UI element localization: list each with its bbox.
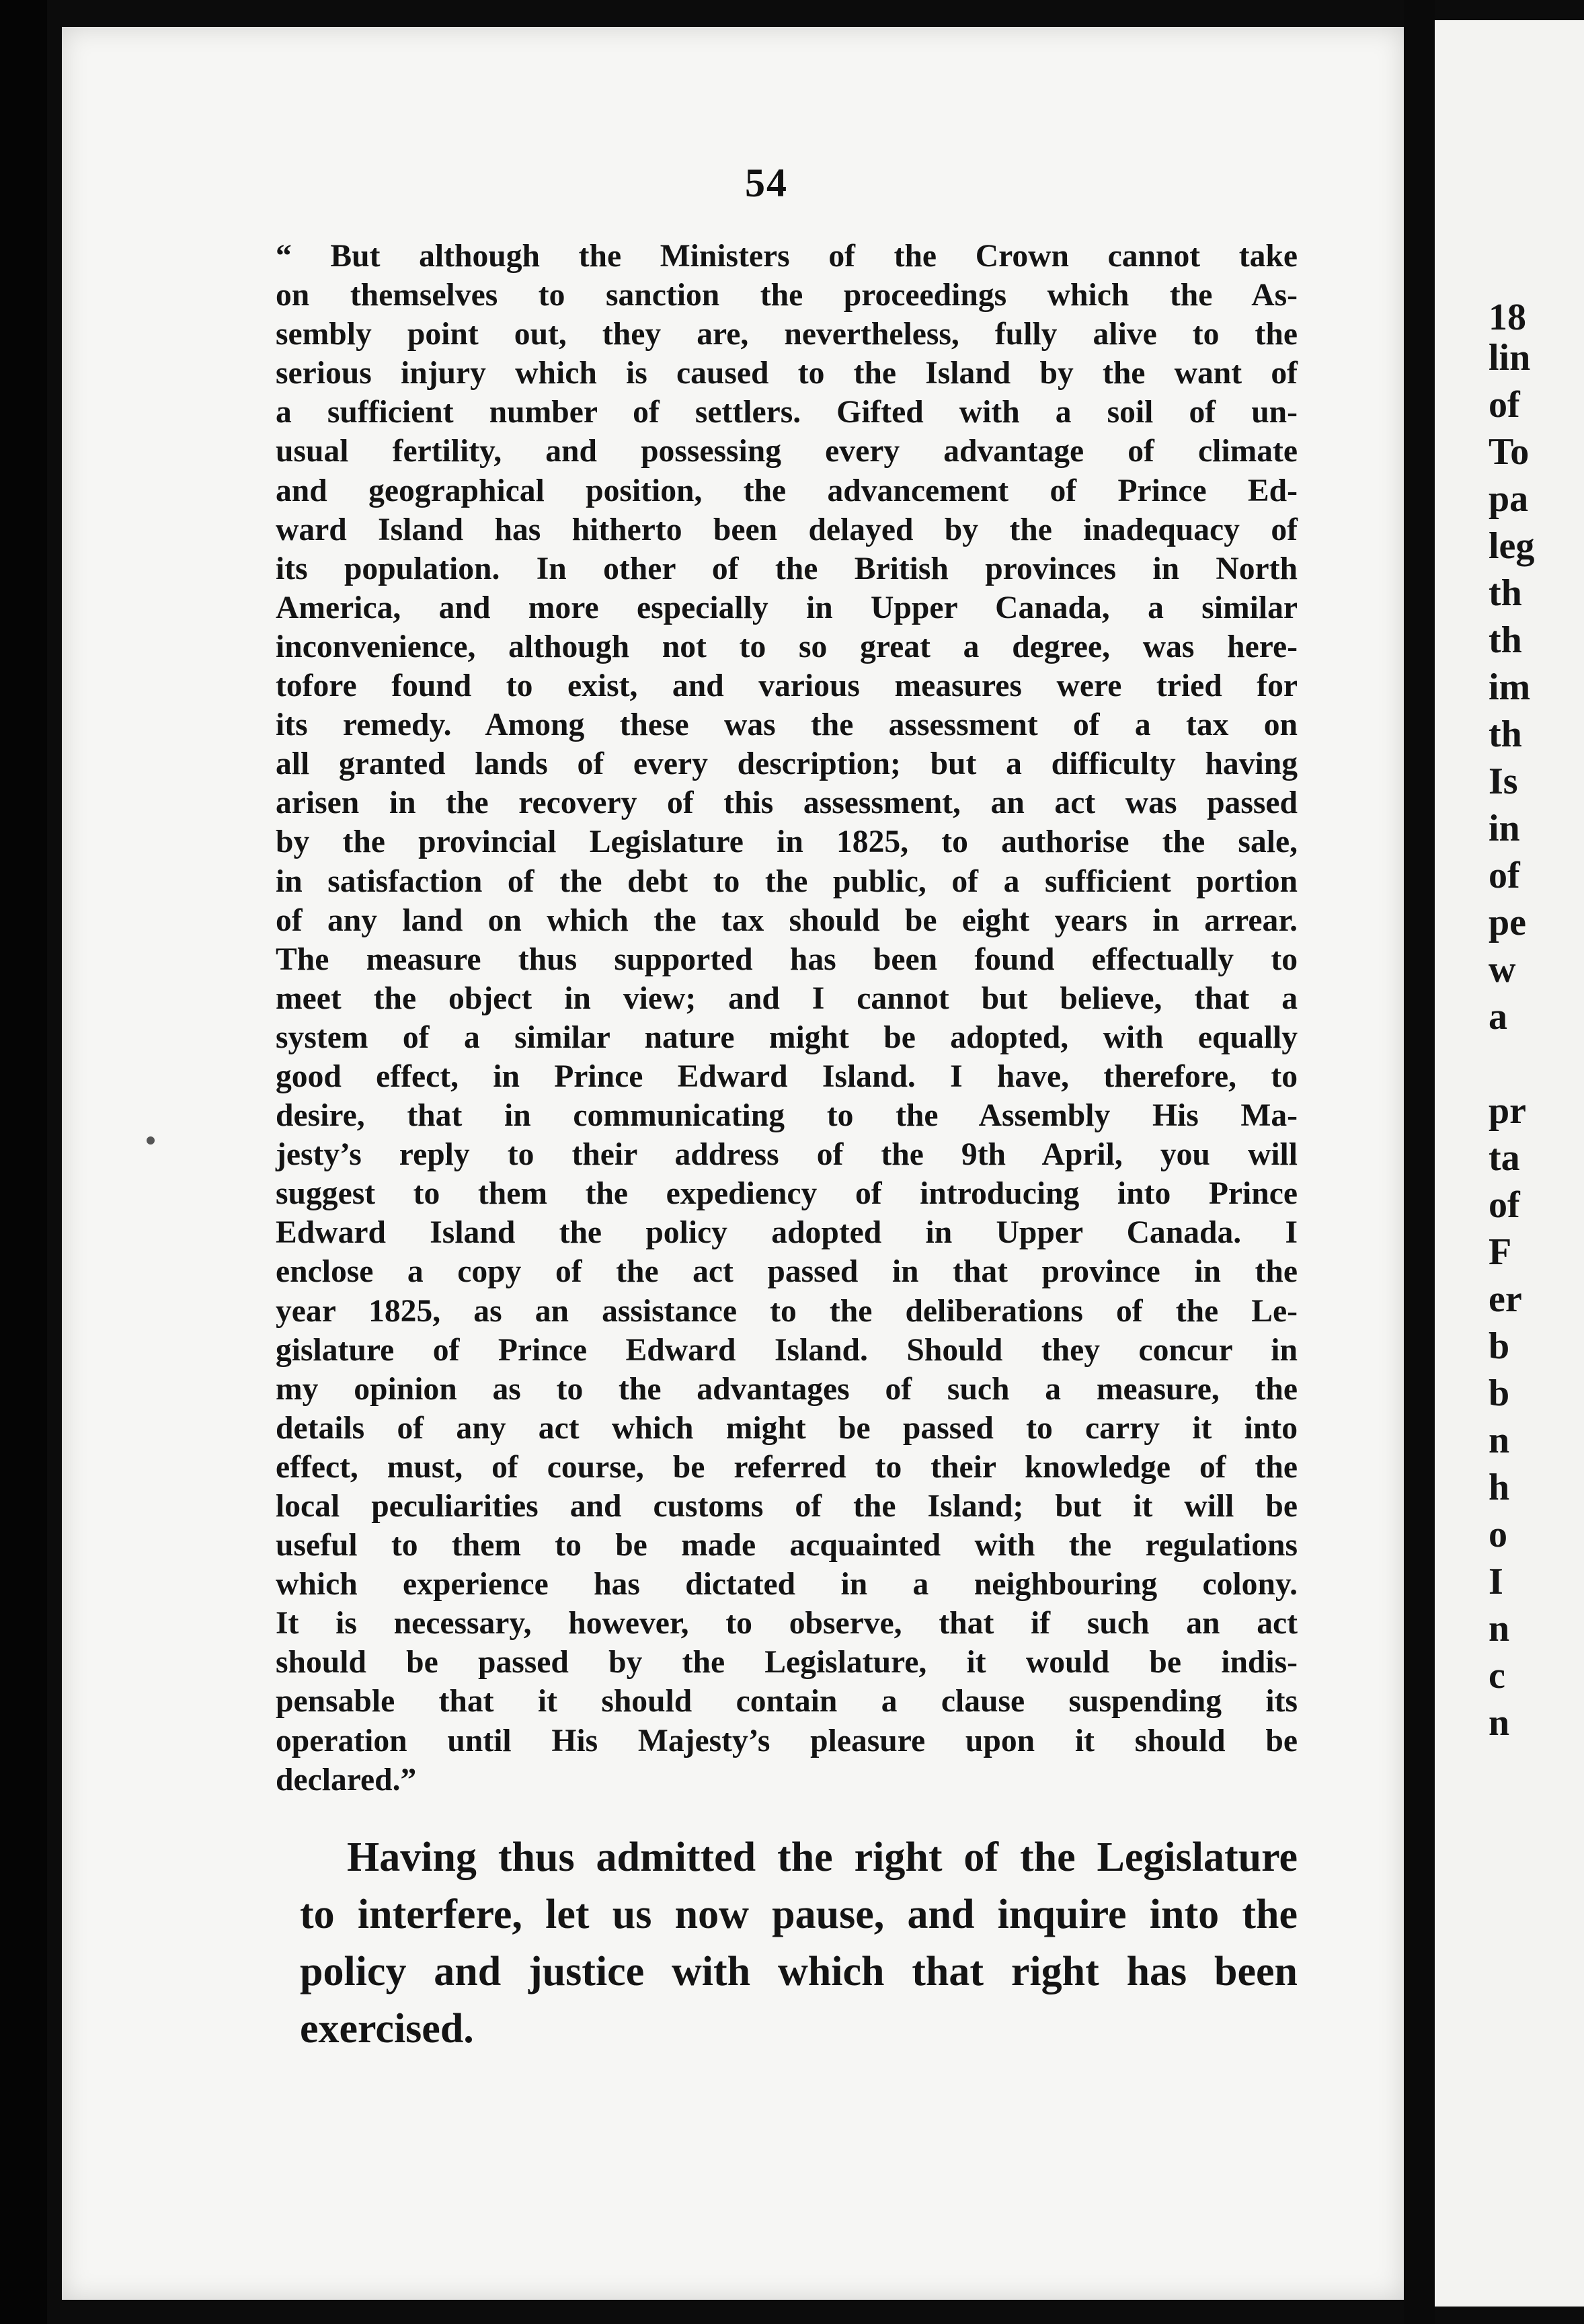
paragraph-line: Having thus admitted the right of the Legislature	[347, 1834, 1298, 1880]
facing-page-fragment: n	[1489, 1608, 1510, 1650]
facing-page-fragment: n	[1489, 1702, 1510, 1744]
facing-page-fragment: To	[1489, 431, 1530, 473]
facing-page-fragment: n	[1489, 1420, 1510, 1461]
facing-page-fragment: a	[1489, 996, 1507, 1038]
facing-page-fragment: b	[1489, 1325, 1510, 1367]
quote-line: “ But although the Ministers of the Crown cannot take	[276, 239, 1298, 274]
facing-page-fragment: im	[1489, 666, 1531, 708]
quote-line: ward Island has hitherto been delayed by the inadequacy of	[276, 512, 1298, 547]
facing-page-fragment: o	[1489, 1514, 1507, 1555]
facing-page-fragment: leg	[1489, 525, 1535, 567]
facing-page-fragment: of	[1489, 384, 1520, 426]
paper-speck	[147, 1136, 155, 1145]
quote-line: Edward Island the policy adopted in Upper Canada. I	[276, 1215, 1298, 1251]
quote-line: useful to them to be made acquainted with the regulations	[276, 1528, 1298, 1563]
quoted-letter	[276, 237, 1298, 1799]
facing-page-fragment: th	[1489, 572, 1522, 614]
facing-page-fragment: th	[1489, 619, 1522, 661]
quote-line: jesty’s reply to their address of the 9th April, you will	[276, 1137, 1298, 1173]
facing-page-fragment: F	[1489, 1231, 1512, 1273]
facing-page-fragment: of	[1489, 855, 1520, 896]
quote-line: serious injury which is caused to the Island by the want of	[276, 356, 1298, 391]
quote-line: my opinion as to the advantages of such a measure, the	[276, 1371, 1298, 1407]
paragraph-line: to interfere, let us now pause, and inquire into the	[300, 1892, 1298, 1937]
quote-line: a sufficient number of settlers. Gifted with a soil of un-	[276, 395, 1298, 430]
page-number: 54	[745, 161, 788, 205]
book-gutter	[1404, 0, 1435, 2324]
quote-line: its population. In other of the British provinces in North	[276, 551, 1298, 586]
facing-page-fragment: of	[1489, 1184, 1520, 1226]
quote-line: local peculiarities and customs of the Island; but it will be	[276, 1489, 1298, 1524]
facing-page-fragment: pa	[1489, 478, 1529, 520]
quote-line: inconvenience, although not to so great a degree, was here-	[276, 629, 1298, 664]
facing-page-fragment: c	[1489, 1655, 1505, 1697]
quote-line: by the provincial Legislature in 1825, to authorise the sale,	[276, 824, 1298, 860]
quote-line: effect, must, of course, be referred to their knowledge of the	[276, 1449, 1298, 1485]
facing-page-fragment: w	[1489, 949, 1516, 991]
quote-line: meet the object in view; and I cannot but believe, that a	[276, 980, 1298, 1016]
quote-line: It is necessary, however, to observe, that if such an act	[276, 1606, 1298, 1641]
facing-page-fragment: Is	[1489, 761, 1518, 802]
quote-line: on themselves to sanction the proceedings which the As-	[276, 278, 1298, 313]
paragraph-line: exercised.	[300, 2006, 474, 2052]
quote-line: system of a similar nature might be adopted, with equally	[276, 1019, 1298, 1055]
facing-page-edge	[1435, 20, 1584, 2307]
quote-line: sembly point out, they are, nevertheless, fully alive to the	[276, 317, 1298, 352]
quote-line: and geographical position, the advancement of Prince Ed-	[276, 473, 1298, 508]
quote-line: which experience has dictated in a neighbouring colony.	[276, 1567, 1298, 1602]
quote-line: operation until His Majesty’s pleasure upon it should be	[276, 1723, 1298, 1758]
quote-line: enclose a copy of the act passed in that province in the	[276, 1254, 1298, 1290]
quote-line: desire, that in communicating to the Assembly His Ma-	[276, 1098, 1298, 1134]
quote-line: pensable that it should contain a clause suspending its	[276, 1684, 1298, 1719]
facing-page-fragment: lin	[1489, 337, 1531, 379]
quote-line: of any land on which the tax should be eight years in arrear.	[276, 902, 1298, 938]
facing-page-fragment: pr	[1489, 1090, 1526, 1132]
facing-page-fragment: 18	[1489, 297, 1526, 338]
quote-line: tofore found to exist, and various measures were tried for	[276, 668, 1298, 704]
body-paragraph	[300, 1829, 1298, 2058]
quote-line: good effect, in Prince Edward Island. I have, therefore, to	[276, 1058, 1298, 1094]
facing-page-fragment: ta	[1489, 1137, 1520, 1179]
facing-page-fragment: h	[1489, 1467, 1510, 1508]
quote-line: arisen in the recovery of this assessment, an act was passed	[276, 785, 1298, 821]
paragraph-line: policy and justice with which that right has been	[300, 1949, 1298, 1994]
facing-page-fragment: b	[1489, 1372, 1510, 1414]
facing-page-fragment: pe	[1489, 902, 1526, 943]
quote-line: declared.”	[276, 1762, 417, 1797]
quote-line: its remedy. Among these was the assessment of a tax on	[276, 707, 1298, 743]
quote-line: in satisfaction of the debt to the public, of a sufficient portion	[276, 863, 1298, 899]
quote-line: The measure thus supported has been found effectually to	[276, 941, 1298, 977]
quote-line: usual fertility, and possessing every advantage of climate	[276, 434, 1298, 469]
facing-page-fragment: I	[1489, 1561, 1503, 1602]
quote-line: year 1825, as an assistance to the deliberations of the Le-	[276, 1293, 1298, 1329]
quote-line: gislature of Prince Edward Island. Should they concur in	[276, 1332, 1298, 1368]
facing-page-fragment: th	[1489, 713, 1522, 755]
quote-line: should be passed by the Legislature, it would be indis-	[276, 1645, 1298, 1680]
facing-page-fragment: in	[1489, 808, 1520, 849]
facing-page-fragment: er	[1489, 1278, 1522, 1320]
book-binding-edge	[0, 0, 47, 2324]
quote-line: suggest to them the expediency of introducing into Prince	[276, 1176, 1298, 1212]
quote-line: all granted lands of every description; but a difficulty having	[276, 746, 1298, 782]
quote-line: America, and more especially in Upper Canada, a similar	[276, 590, 1298, 625]
quote-line: details of any act which might be passed to carry it into	[276, 1410, 1298, 1446]
